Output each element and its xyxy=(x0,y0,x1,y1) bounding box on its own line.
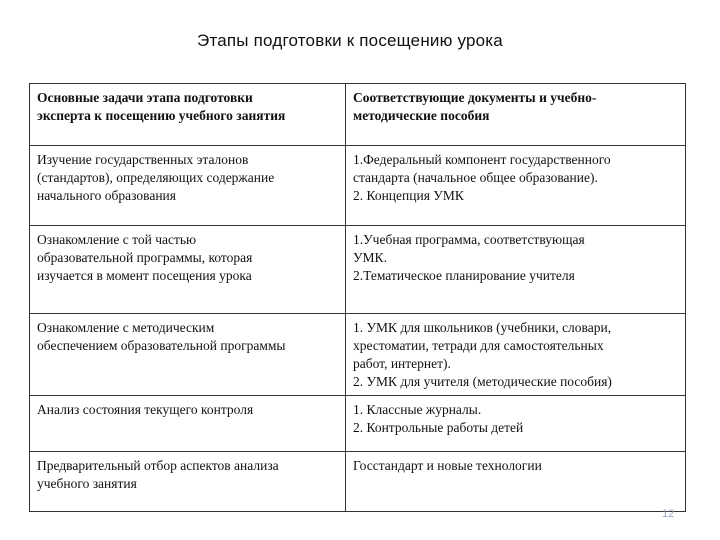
docs-cell xyxy=(346,226,686,314)
page-number: 12 xyxy=(662,508,675,520)
task-line: обеспечением образовательной программы xyxy=(37,338,286,353)
docs-line: 1. Классные журналы. xyxy=(353,402,482,417)
docs-line: Госстандарт и новые технологии xyxy=(353,458,542,473)
task-cell xyxy=(30,314,346,396)
table-header-row xyxy=(30,84,686,146)
docs-cell xyxy=(346,314,686,396)
task-line: Ознакомление с методическим xyxy=(37,320,215,335)
header-docs-line: методические пособия xyxy=(353,108,490,123)
task-line: начального образования xyxy=(37,188,176,203)
docs-line: 1. УМК для школьников (учебники, словари, xyxy=(353,320,612,335)
header-docs-cell xyxy=(346,84,686,146)
docs-line: УМК. xyxy=(353,250,387,265)
docs-cell xyxy=(346,396,686,452)
docs-line: стандарта (начальное общее образование). xyxy=(353,170,598,185)
table-row xyxy=(30,314,686,396)
table-row xyxy=(30,226,686,314)
task-cell xyxy=(30,226,346,314)
task-line: Анализ состояния текущего контроля xyxy=(37,402,254,417)
task-line: образовательной программы, которая xyxy=(37,250,253,265)
docs-line: 2. УМК для учителя (методические пособия) xyxy=(353,374,612,389)
docs-cell xyxy=(346,452,686,512)
table-row xyxy=(30,452,686,512)
slide-title: Этапы подготовки к посещению урока xyxy=(197,31,503,50)
task-cell xyxy=(30,452,346,512)
docs-line: 2.Тематическое планирование учителя xyxy=(353,268,575,283)
preparation-stages-table xyxy=(29,83,686,512)
header-docs-line: Соответствующие документы и учебно- xyxy=(353,90,597,105)
header-task-line: эксперта к посещению учебного занятия xyxy=(37,108,286,123)
docs-line: работ, интернет). xyxy=(353,356,451,371)
docs-line: 2. Концепция УМК xyxy=(353,188,464,203)
task-cell xyxy=(30,146,346,226)
docs-line: хрестоматии, тетради для самостоятельных xyxy=(353,338,604,353)
task-line: Предварительный отбор аспектов анализа xyxy=(37,458,279,473)
docs-line: 1.Федеральный компонент государственного xyxy=(353,152,611,167)
task-line: Изучение государственных эталонов xyxy=(37,152,249,167)
task-line: (стандартов), определяющих содержание xyxy=(37,170,275,185)
header-task-line: Основные задачи этапа подготовки xyxy=(37,90,253,105)
task-cell xyxy=(30,396,346,452)
header-task-cell xyxy=(30,84,346,146)
docs-line: 1.Учебная программа, соответствующая xyxy=(353,232,585,247)
docs-cell xyxy=(346,146,686,226)
table-row xyxy=(30,396,686,452)
table-row xyxy=(30,146,686,226)
task-line: изучается в момент посещения урока xyxy=(37,268,252,283)
task-line: Ознакомление с той частью xyxy=(37,232,197,247)
task-line: учебного занятия xyxy=(37,476,137,491)
docs-line: 2. Контрольные работы детей xyxy=(353,420,524,435)
